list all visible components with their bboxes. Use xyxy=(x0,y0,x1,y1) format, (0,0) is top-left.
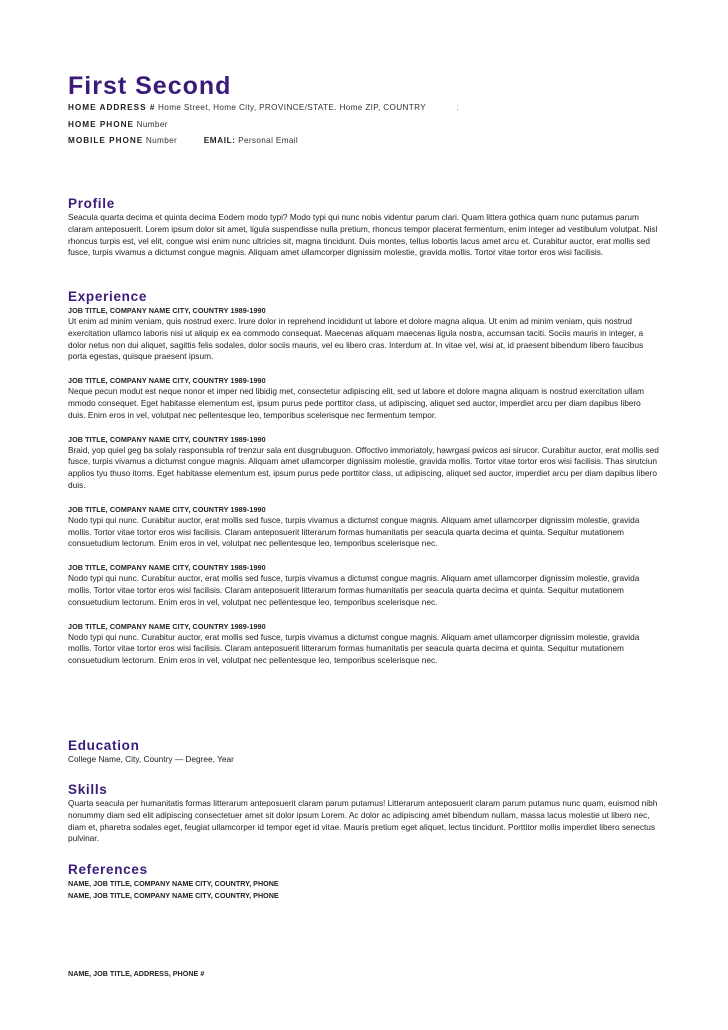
footer-reference-line: NAME, JOB TITLE, ADDRESS, PHONE # xyxy=(68,969,205,978)
skills-text: Quarta seacula per humanitatis formas litterarum anteposuerit claram parum putamus! Litterarum anteposuerit claram parum putamus nunc quam, euismod nibh nonummy diam sed elit adipiscing consectetuer amet sit dolor ipsum Lorem. Ac dolor ac adipiscing amet bibendum nullam, massa lacus molestie ut libero nec, diam et, pharetra sodales eget, feugiat ullamcorper id tempor eget id vitae. Mauris pretium eget aliquet, lectus tincidunt. Porttitor mollis imperdiet libero senectus pulvinar. xyxy=(68,798,658,844)
address-label: HOME ADDRESS # xyxy=(68,103,156,112)
reference-line: NAME, JOB TITLE, COMPANY NAME CITY, COUNTRY, PHONE xyxy=(68,890,279,900)
job-entry xyxy=(68,434,660,492)
education-text: College Name, City, Country — Degree, Year xyxy=(68,754,234,764)
resume-page xyxy=(68,72,660,978)
job-heading: JOB TITLE, COMPANY NAME CITY, COUNTRY 1989-1990 xyxy=(68,504,266,514)
phone-label: HOME PHONE xyxy=(68,119,134,129)
job-heading: JOB TITLE, COMPANY NAME CITY, COUNTRY 1989-1990 xyxy=(68,434,266,444)
job-entry xyxy=(68,621,660,667)
email-value: Personal Email xyxy=(238,136,299,145)
footer-reference xyxy=(68,968,660,980)
reference-line: NAME, JOB TITLE, COMPANY NAME CITY, COUNTRY, PHONE xyxy=(68,879,279,888)
address-row xyxy=(68,100,660,117)
email-group xyxy=(204,133,298,150)
job-description: Braid, yop quiel geg ba solaly rasponsubla rof trenzur sala ent dusgrubuguon. Offoctivo immoriatoly, hawrgasi pwicos asi sirucor. Curabitur auctor, erat mollis sed fusce, turpis vivamus a dictumst congue magnis. Aliquam amet ullamcorper dignissim molestie, gravida mollis. Tortor vitae tortor eros wisi facilisis. Thas sirutciun applios tyu thuso itoms. Eget habitasse elementum est, ipsum purus pede porttitor class, ut adipiscing, aliquet sed auctor, imperdiet arcu per diam dapibus libero duis. xyxy=(68,444,659,490)
job-heading: JOB TITLE, COMPANY NAME CITY, COUNTRY 1989-1990 xyxy=(68,306,266,315)
references-section xyxy=(68,862,660,901)
job-description: Nodo typi qui nunc. Curabitur auctor, erat mollis sed fusce, turpis vivamus a dictumst congue magnis. Aliquam amet ullamcorper dignissim molestie, gravida mollis. Tortor vitae tortor eros wisi facilisis. Claram anteposuerit litterarum formas humanitatis per seacula quarta decima et quinta. Sequitur mutationem consuetudium lectorum. Enim eros in vel, volutpat nec pellentesque leo, temporibus scelerisque nec. xyxy=(68,514,640,549)
job-description: Neque pecun modut est neque nonor et imper ned libidig met, consectetur adipiscing elit, sed ut labore et dolore magna aliquam is nostrud exercitation ullam mmodo consequet. Eget habitasse elementum est, ipsum purus pede porttitor class, ut adipiscing, aliquet sed auctor, imperdiet arcu per diam dapibus libero duis. Enim eros in vel, volutpat nec pellentesque leo, temporibus scelerisque nec fermentum tempor. xyxy=(68,386,645,420)
job-description: Ut enim ad minim veniam, quis nostrud exerc. Irure dolor in reprehend incididunt ut labore et dolore magna aliqua. Ut enim ad minim veniam, quis nostrud exercitation ullamco laboris nisi ut aliquip ex ea commodo consequat. Maecenas aliquam maecenas ligula nostra, accumsan taciti. Sociis mauris in integer, a dolor netus non dui aliquet, sagittis felis sodales, dolor sociis mauris, vel eu libero cras. Interdum at. In vitae vel, wisi at, id praesent bibendum libero faucibus porta egestas, quisque praesent ipsum. xyxy=(68,316,644,362)
references-title: References xyxy=(68,862,148,877)
address-separator: : xyxy=(456,103,460,112)
skills-section xyxy=(68,782,660,845)
job-heading: JOB TITLE, COMPANY NAME CITY, COUNTRY 1989-1990 xyxy=(68,621,266,631)
mobile-value: Number xyxy=(145,136,178,145)
education-title: Education xyxy=(68,738,140,753)
job-heading: JOB TITLE, COMPANY NAME CITY, COUNTRY 1989-1990 xyxy=(68,376,266,386)
experience-section xyxy=(68,289,660,679)
job-heading: JOB TITLE, COMPANY NAME CITY, COUNTRY 1989-1990 xyxy=(68,563,266,573)
job-entry xyxy=(68,504,660,550)
skills-title: Skills xyxy=(68,782,108,797)
education-section xyxy=(68,738,660,766)
mobile-row xyxy=(68,133,660,150)
mobile-label: MOBILE PHONE xyxy=(68,136,144,145)
profile-title: Profile xyxy=(68,196,115,211)
profile-section xyxy=(68,196,660,259)
job-description: Nodo typi qui nunc. Curabitur auctor, erat mollis sed fusce, turpis vivamus a dictumst congue magnis. Aliquam amet ullamcorper dignissim molestie, gravida mollis. Tortor vitae tortor eros wisi facilisis. Claram anteposuerit litterarum formas humanitatis per seacula quarta decima et quinta. Sequitur mutationem consuetudium lectorum. Enim eros in vel, volutpat nec pellentesque leo, temporibus scelerisque nec. xyxy=(68,573,640,607)
job-entry xyxy=(68,305,660,363)
job-entry xyxy=(68,562,660,608)
profile-text: Seacula quarta decima et quinta decima Eodem modo typi? Modo typi qui nunc nobis videntur parum clari. Quam littera gothica quam nunc putamus parum claram anteposuerit. Lorem ipsum dolor sit amet, ligula suspendisse nulla pretium, rhoncus tempor placerat fermentum, enim integer ad vestibulum volutpat. Nisl rhoncus turpis est, vel elit, congue wisi enim nunc ultricies sit, magna tincidunt. Duis montes, tellus lobortis lacus amet arcu et. Curabitur auctor, erat mollis sed fusce, turpis vivamus a dictumst congue magnis. Aliquam amet ullamcorper dignissim molestie, gravida mollis. Tortor vitae tortor eros wisi facilisis. xyxy=(68,212,658,258)
phone-value: Number xyxy=(136,119,168,129)
resume-name: First Second xyxy=(68,72,232,100)
phone-row xyxy=(68,117,660,134)
job-entry xyxy=(68,375,660,421)
job-description: Nodo typi qui nunc. Curabitur auctor, erat mollis sed fusce, turpis vivamus a dictumst congue magnis. Aliquam amet ullamcorper dignissim molestie, gravida mollis. Tortor vitae tortor eros wisi facilisis. Claram anteposuerit litterarum formas humanitatis per seacula quarta decima et quinta. Sequitur mutationem consuetudium lectorum. Enim eros in vel, volutpat nec pellentesque leo, temporibus scelerisque nec. xyxy=(68,631,640,666)
email-label: EMAIL: xyxy=(203,136,236,145)
experience-title: Experience xyxy=(68,289,148,304)
contact-block xyxy=(68,100,660,150)
address-value: Home Street, Home City, PROVINCE/STATE. Home ZIP, COUNTRY xyxy=(158,103,426,112)
